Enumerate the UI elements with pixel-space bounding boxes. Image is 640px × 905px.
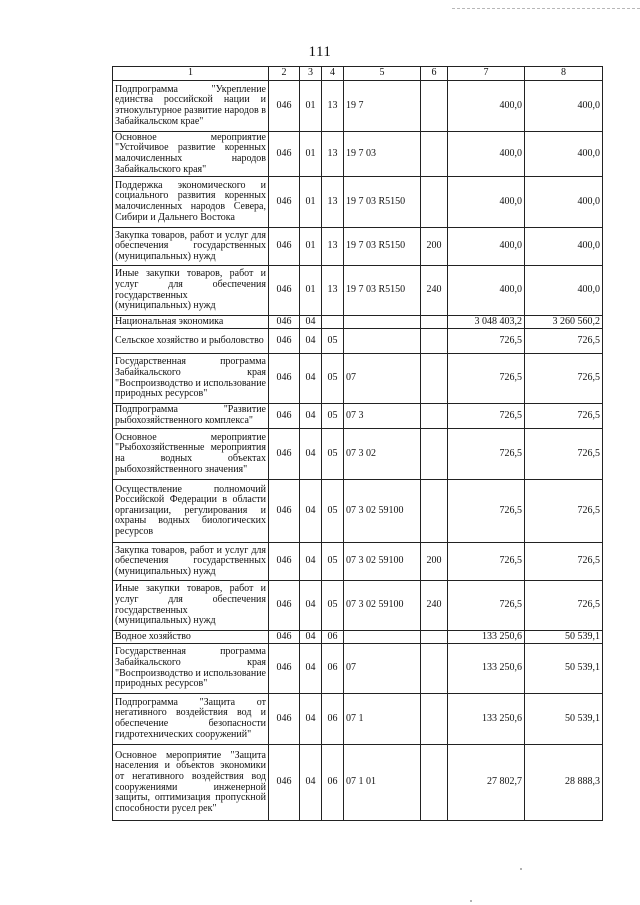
cell-section: 04 — [300, 316, 322, 329]
column-header: 3 — [300, 67, 322, 81]
row-name: Государственная программа Забайкальского края "Воспроизводство и использование природных ресурсов" — [113, 354, 269, 404]
cell-amount-year1: 726,5 — [448, 480, 525, 543]
cell-section: 01 — [300, 132, 322, 177]
cell-amount-year1: 133 250,6 — [448, 644, 525, 694]
row-name: Основное мероприятие "Устойчивое развитие коренных малочисленных народов Забайкальского края" — [113, 132, 269, 177]
cell-subsection: 05 — [322, 480, 344, 543]
cell-amount-year1: 400,0 — [448, 177, 525, 228]
cell-amount-year1: 133 250,6 — [448, 631, 525, 644]
table-row — [113, 404, 603, 429]
row-name: Подпрограмма "Развитие рыбохозяйственного комплекса" — [113, 404, 269, 429]
table-row — [113, 177, 603, 228]
cell-amount-year1: 400,0 — [448, 266, 525, 316]
cell-amount-year1: 400,0 — [448, 132, 525, 177]
cell-amount-year1: 726,5 — [448, 543, 525, 581]
cell-amount-year2: 726,5 — [525, 404, 603, 429]
column-header: 4 — [322, 67, 344, 81]
table-row — [113, 228, 603, 266]
column-header: 5 — [344, 67, 421, 81]
cell-target-article: 07 3 — [344, 404, 421, 429]
cell-target-article — [344, 329, 421, 354]
cell-admin-code: 046 — [269, 694, 300, 745]
cell-expense-type — [421, 429, 448, 480]
cell-target-article: 07 3 02 59100 — [344, 543, 421, 581]
cell-admin-code: 046 — [269, 745, 300, 821]
cell-expense-type — [421, 177, 448, 228]
row-name: Сельское хозяйство и рыболовство — [113, 329, 269, 354]
row-name: Поддержка экономического и социального развития коренных малочисленных народов Севера, Сибири и Дальнего Востока — [113, 177, 269, 228]
cell-target-article: 07 1 — [344, 694, 421, 745]
cell-expense-type — [421, 81, 448, 132]
cell-amount-year2: 726,5 — [525, 329, 603, 354]
table-row — [113, 631, 603, 644]
cell-subsection: 05 — [322, 581, 344, 631]
cell-amount-year2: 28 888,3 — [525, 745, 603, 821]
cell-amount-year1: 726,5 — [448, 329, 525, 354]
cell-target-article: 19 7 — [344, 81, 421, 132]
cell-subsection: 05 — [322, 429, 344, 480]
table-row — [113, 329, 603, 354]
cell-subsection: 05 — [322, 404, 344, 429]
cell-expense-type — [421, 316, 448, 329]
cell-subsection: 13 — [322, 266, 344, 316]
cell-admin-code: 046 — [269, 329, 300, 354]
scan-speck — [470, 900, 472, 902]
cell-subsection: 13 — [322, 81, 344, 132]
cell-section: 01 — [300, 228, 322, 266]
header-row — [113, 67, 603, 81]
cell-amount-year1: 400,0 — [448, 81, 525, 132]
row-name: Иные закупки товаров, работ и услуг для обеспечения государственных (муниципальных) нужд — [113, 581, 269, 631]
cell-admin-code: 046 — [269, 581, 300, 631]
cell-expense-type — [421, 132, 448, 177]
cell-section: 04 — [300, 581, 322, 631]
column-header: 6 — [421, 67, 448, 81]
row-name: Подпрограмма "Укрепление единства российской нации и этнокультурное развитие народов в Забайкальском крае" — [113, 81, 269, 132]
cell-target-article — [344, 316, 421, 329]
table-row — [113, 266, 603, 316]
cell-admin-code: 046 — [269, 228, 300, 266]
cell-expense-type: 240 — [421, 266, 448, 316]
table-row — [113, 694, 603, 745]
cell-subsection — [322, 316, 344, 329]
cell-admin-code: 046 — [269, 177, 300, 228]
cell-amount-year1: 726,5 — [448, 429, 525, 480]
table-row — [113, 429, 603, 480]
cell-section: 04 — [300, 543, 322, 581]
row-name: Национальная экономика — [113, 316, 269, 329]
cell-expense-type — [421, 644, 448, 694]
cell-section: 04 — [300, 429, 322, 480]
cell-amount-year1: 400,0 — [448, 228, 525, 266]
cell-admin-code: 046 — [269, 354, 300, 404]
cell-expense-type: 200 — [421, 543, 448, 581]
cell-subsection: 13 — [322, 177, 344, 228]
cell-expense-type — [421, 694, 448, 745]
cell-expense-type — [421, 745, 448, 821]
cell-amount-year2: 50 539,1 — [525, 631, 603, 644]
cell-section: 04 — [300, 480, 322, 543]
cell-target-article: 19 7 03 — [344, 132, 421, 177]
cell-amount-year2: 400,0 — [525, 228, 603, 266]
cell-subsection: 05 — [322, 543, 344, 581]
cell-amount-year1: 726,5 — [448, 404, 525, 429]
cell-admin-code: 046 — [269, 429, 300, 480]
cell-section: 04 — [300, 745, 322, 821]
cell-subsection: 06 — [322, 745, 344, 821]
cell-amount-year2: 726,5 — [525, 480, 603, 543]
scan-speck — [520, 868, 522, 870]
page-number: 111 — [308, 44, 332, 60]
row-name: Осуществление полномочий Российской Федерации в области организации, регулирования и охраны водных биологических ресурсов — [113, 480, 269, 543]
table-row — [113, 543, 603, 581]
row-name: Государственная программа Забайкальского края "Воспроизводство и использование природных ресурсов" — [113, 644, 269, 694]
cell-section: 04 — [300, 404, 322, 429]
cell-amount-year2: 400,0 — [525, 177, 603, 228]
cell-target-article: 07 3 02 59100 — [344, 581, 421, 631]
cell-amount-year2: 400,0 — [525, 132, 603, 177]
row-name: Подпрограмма "Защита от негативного воздействия вод и обеспечение безопасности гидротехнических сооружений" — [113, 694, 269, 745]
cell-admin-code: 046 — [269, 316, 300, 329]
cell-subsection: 06 — [322, 631, 344, 644]
cell-admin-code: 046 — [269, 480, 300, 543]
column-header: 8 — [525, 67, 603, 81]
cell-admin-code: 046 — [269, 81, 300, 132]
table-row — [113, 81, 603, 132]
cell-subsection: 06 — [322, 694, 344, 745]
cell-target-article — [344, 631, 421, 644]
cell-target-article: 19 7 03 R5150 — [344, 177, 421, 228]
row-name: Основное мероприятие "Защита населения и объектов экономики от негативного воздействия вод сооружениями инженерной защиты, оптимизация пропускной способности русел рек" — [113, 745, 269, 821]
cell-expense-type: 240 — [421, 581, 448, 631]
cell-section: 04 — [300, 329, 322, 354]
table-row — [113, 132, 603, 177]
cell-expense-type — [421, 329, 448, 354]
cell-target-article: 07 1 01 — [344, 745, 421, 821]
cell-section: 04 — [300, 644, 322, 694]
cell-amount-year2: 726,5 — [525, 543, 603, 581]
row-name: Иные закупки товаров, работ и услуг для обеспечения государственных (муниципальных) нужд — [113, 266, 269, 316]
table-row — [113, 581, 603, 631]
cell-subsection: 05 — [322, 354, 344, 404]
cell-subsection: 05 — [322, 329, 344, 354]
cell-admin-code: 046 — [269, 132, 300, 177]
table-row — [113, 316, 603, 329]
cell-section: 01 — [300, 266, 322, 316]
cell-amount-year1: 3 048 403,2 — [448, 316, 525, 329]
cell-amount-year1: 27 802,7 — [448, 745, 525, 821]
row-name: Закупка товаров, работ и услуг для обеспечения государственных (муниципальных) нужд — [113, 228, 269, 266]
cell-amount-year2: 3 260 560,2 — [525, 316, 603, 329]
table-row — [113, 644, 603, 694]
table-row — [113, 354, 603, 404]
cell-amount-year1: 726,5 — [448, 354, 525, 404]
cell-amount-year2: 726,5 — [525, 354, 603, 404]
cell-amount-year2: 400,0 — [525, 81, 603, 132]
cell-section: 04 — [300, 631, 322, 644]
cell-target-article: 07 — [344, 354, 421, 404]
column-header: 2 — [269, 67, 300, 81]
cell-amount-year1: 726,5 — [448, 581, 525, 631]
cell-expense-type — [421, 354, 448, 404]
row-name: Закупка товаров, работ и услуг для обеспечения государственных (муниципальных) нужд — [113, 543, 269, 581]
cell-admin-code: 046 — [269, 266, 300, 316]
table-row — [113, 480, 603, 543]
column-header: 7 — [448, 67, 525, 81]
cell-target-article: 07 3 02 59100 — [344, 480, 421, 543]
table-row — [113, 745, 603, 821]
cell-amount-year2: 726,5 — [525, 429, 603, 480]
cell-target-article: 07 3 02 — [344, 429, 421, 480]
cell-target-article: 19 7 03 R5150 — [344, 228, 421, 266]
cell-admin-code: 046 — [269, 543, 300, 581]
cell-expense-type — [421, 404, 448, 429]
cell-admin-code: 046 — [269, 631, 300, 644]
column-header: 1 — [113, 67, 269, 81]
cell-amount-year2: 726,5 — [525, 581, 603, 631]
cell-expense-type — [421, 480, 448, 543]
cell-section: 01 — [300, 81, 322, 132]
cell-subsection: 06 — [322, 644, 344, 694]
cell-amount-year2: 50 539,1 — [525, 694, 603, 745]
row-name: Водное хозяйство — [113, 631, 269, 644]
cell-admin-code: 046 — [269, 404, 300, 429]
cell-subsection: 13 — [322, 132, 344, 177]
cell-amount-year2: 400,0 — [525, 266, 603, 316]
cell-target-article: 07 — [344, 644, 421, 694]
cell-section: 04 — [300, 694, 322, 745]
cell-target-article: 19 7 03 R5150 — [344, 266, 421, 316]
cell-section: 04 — [300, 354, 322, 404]
scan-artifact-line — [452, 8, 640, 9]
cell-admin-code: 046 — [269, 644, 300, 694]
cell-amount-year2: 50 539,1 — [525, 644, 603, 694]
cell-section: 01 — [300, 177, 322, 228]
cell-expense-type — [421, 631, 448, 644]
cell-subsection: 13 — [322, 228, 344, 266]
row-name: Основное мероприятие "Рыбохозяйственные мероприятия на водных объектах рыбохозяйственного значения" — [113, 429, 269, 480]
budget-table — [112, 66, 603, 821]
cell-expense-type: 200 — [421, 228, 448, 266]
cell-amount-year1: 133 250,6 — [448, 694, 525, 745]
